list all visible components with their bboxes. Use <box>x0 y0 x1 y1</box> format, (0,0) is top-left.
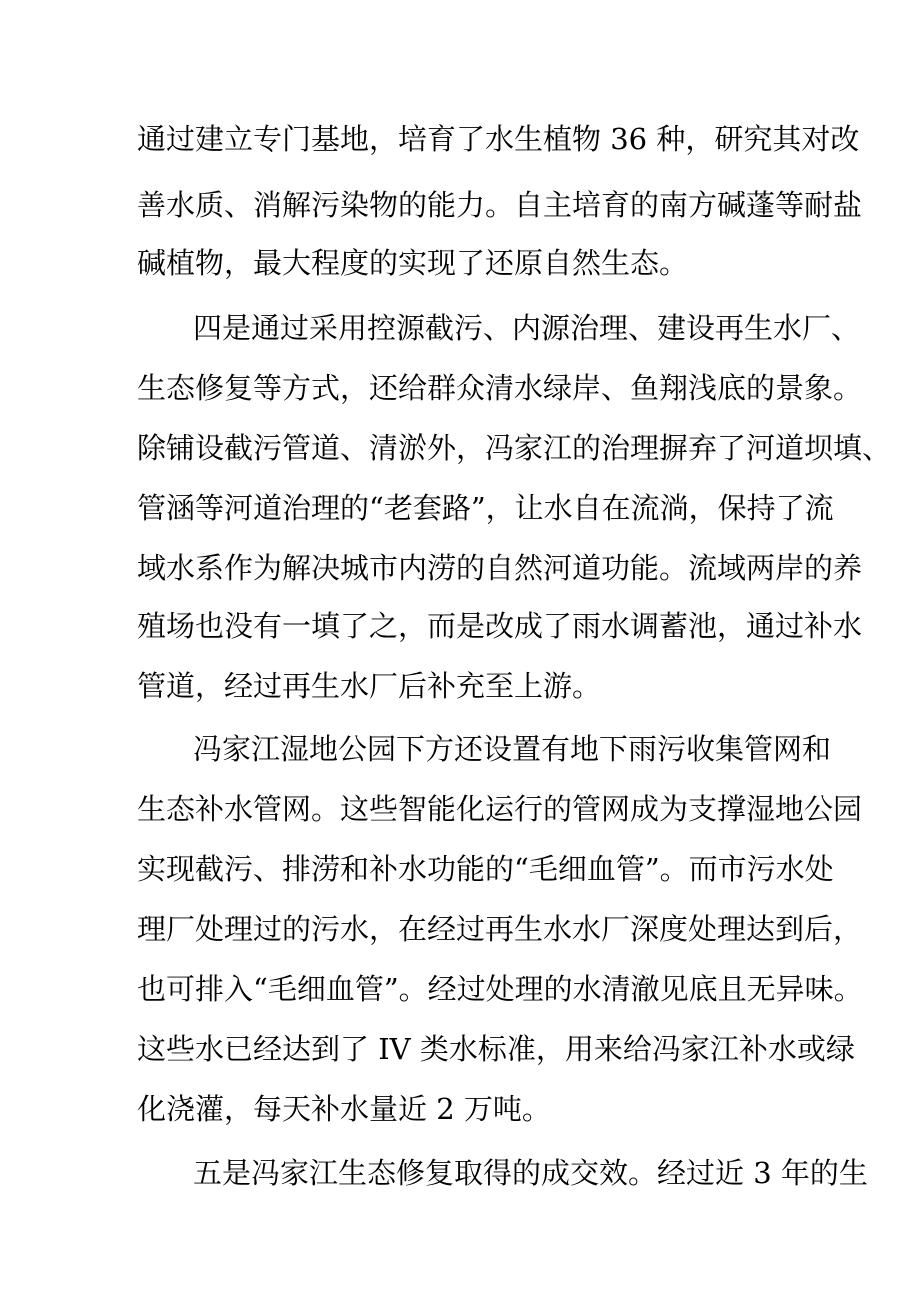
paragraph-line: 除铺设截污管道、清淤外，冯家江的治理摒弃了河道坝填、 <box>137 431 892 465</box>
paragraph-line: 管道，经过再生水厂后补充至上游。 <box>137 669 602 703</box>
paragraph-line: 理厂处理过的污水，在经过再生水水厂深度处理达到后， <box>137 912 863 946</box>
paragraph-line: 管涵等河道治理的“老套路”，让水自在流淌，保持了流 <box>137 491 834 525</box>
paragraph-line: 碱植物，最大程度的实现了还原自然生态。 <box>137 246 689 280</box>
paragraph-line: 域水系作为解决城市内涝的自然河道功能。流域两岸的养 <box>137 551 863 585</box>
paragraph-line: 冯家江湿地公园下方还设置有地下雨污收集管网和 <box>193 732 832 766</box>
paragraph-line: 这些水已经达到了 IV 类水标准，用来给冯家江补水或绿 <box>137 1032 855 1066</box>
paragraph-line: 生态补水管网。这些智能化运行的管网成为支撑湿地公园 <box>137 792 863 826</box>
paragraph-line: 殖场也没有一填了之，而是改成了雨水调蓄池，通过补水 <box>137 609 863 643</box>
paragraph-line: 也可排入“毛细血管”。经过处理的水清澈见底且无异味。 <box>137 972 863 1006</box>
paragraph-line: 通过建立专门基地，培育了水生植物 36 种，研究其对改 <box>137 122 860 156</box>
paragraph-line: 四是通过采用控源截污、内源治理、建设再生水厂、 <box>193 311 861 345</box>
paragraph-line: 善水质、消解污染物的能力。自主培育的南方碱蓬等耐盐 <box>137 188 863 222</box>
paragraph-line: 化浇灌，每天补水量近 2 万吨。 <box>137 1092 551 1126</box>
paragraph-line: 实现截污、排涝和补水功能的“毛细血管”。而市污水处 <box>137 852 834 886</box>
paragraph-line: 五是冯家江生态修复取得的成交效。经过近 3 年的生 <box>193 1156 868 1190</box>
paragraph-line: 生态修复等方式，还给群众清水绿岸、鱼翔浅底的景象。 <box>137 371 863 405</box>
